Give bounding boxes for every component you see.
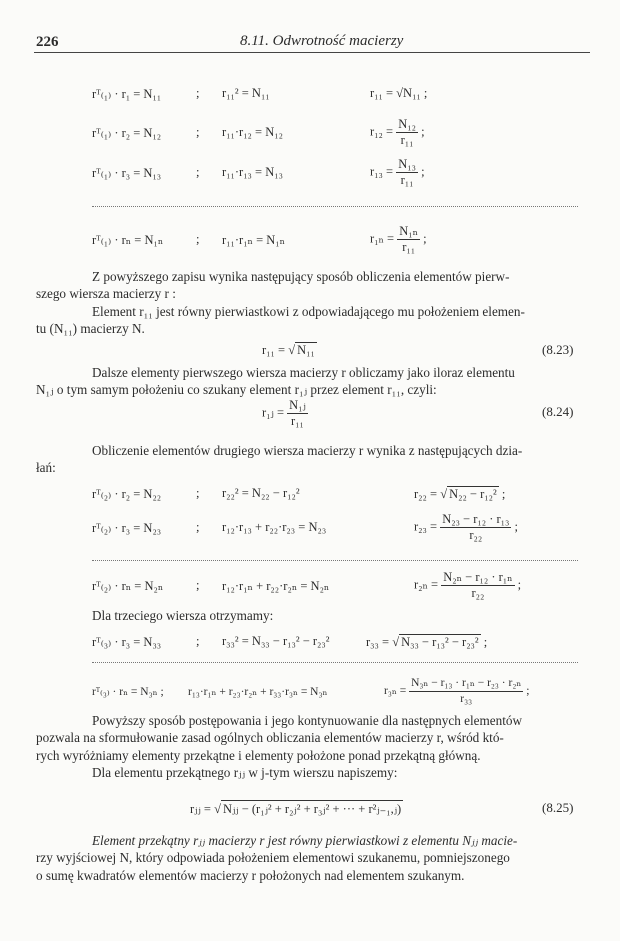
eq-row4-c-den: r₁₁ [402,240,416,254]
eq-row7-c-tail: ; [517,577,522,592]
eq-row2-c-tail: ; [421,124,425,139]
paragraph-diagonal-element: Element przekątny rⱼⱼ macierzy r jest równy pierwiastkowi z elementu Nⱼⱼ macie- rzy wyjściowej N, który odpowiada położeniem elementowi szukanemu, pomniejszonego o sumę kwadratów elementów macierzy r położonych nad elementem szukanym. [36,833,518,883]
eq-8-24-number: (8.24) [542,404,574,419]
paragraph-first-row-method: Z powyższego zapisu wynika następujący sposób obliczenia elementów pierw- szego wiersza macierzy r : Element r₁₁ jest równy pierwiastkowi z odpowiadającego mu położeniem elemen- tu (N₁₁) macierzy N. [36,269,525,337]
eq-row4-sep: ; [196,232,200,246]
eq-row9-b: r₁₃·r₁ₙ + r₂₃·r₂ₙ + r₃₃·r₃ₙ = N₃ₙ [188,686,328,698]
eq-row5-c-radicand: N₂₂ − r₁₂² [449,487,497,501]
eq-row2-c-num: N₁₂ [398,117,416,131]
eq-8-23-lhs: r₁₁ = [262,343,286,357]
eq-row3-c-tail: ; [421,164,425,179]
eq-row8-sep: ; [196,634,200,648]
eq-row8-c-tail: ; [483,635,488,649]
eq-row3-c-num: N₁₃ [398,157,416,171]
eq-row6-b: r₁₂·r₁₃ + r₂₂·r₂₃ = N₂₃ [222,520,327,534]
dotted-separator [92,560,578,561]
eq-8-23-radicand: N₁₁ [297,343,315,357]
dotted-separator [92,206,578,207]
eq-8-24-num: N₁ⱼ [289,398,306,412]
eq-row8-c: r₃₃ = √ N₃₃ − r₁₃² − r₂₃² ; [366,635,488,649]
eq-row1-sep: ; [196,86,200,100]
eq-row2-b: r₁₁·r₁₂ = N₁₂ [222,125,283,139]
eq-row9-c [384,676,529,707]
eq-row3-c-den: r₁₁ [400,173,414,187]
eq-row9-a: rᵀ₍₃₎ · rₙ = N₃ₙ ; [92,686,164,698]
eq-row6-c-lhs: r₂₃ = [414,519,438,534]
eq-row7-sep: ; [196,578,200,592]
eq-8-24-den: r₁₁ [291,414,304,428]
eq-row5-sep: ; [196,486,200,500]
eq-row3-a: rᵀ₍₁₎ · r₃ = N₁₃ [92,166,162,180]
eq-row6-sep: ; [196,520,200,534]
eq-row6-c-num: N₂₃ − r₁₂ · r₁₃ [442,512,510,526]
eq-row3-c-lhs: r₁₃ = [370,164,394,179]
paragraph-third-row: Dla trzeciego wiersza otrzymamy: [92,608,274,623]
eq-8-25: rⱼⱼ = √ Nⱼⱼ − (r₁ⱼ² + r₂ⱼ² + r₃ⱼ² + ··· + r²ⱼ₋₁,ⱼ) [190,802,402,816]
eq-row6-c [414,512,518,543]
eq-row5-c-lhs: r₂₂ = [414,487,438,501]
eq-row2-c-lhs: r₁₂ = [370,124,394,139]
eq-row4-a: rᵀ₍₁₎ · rₙ = N₁ₙ [92,233,164,247]
paragraph-second-row: Obliczenie elementów drugiego wiersza macierzy r wynika z następujących dzia- łań: [36,443,523,476]
eq-row3-sep: ; [196,165,200,179]
eq-row3-b: r₁₁·r₁₃ = N₁₃ [222,165,283,179]
eq-8-23-number: (8.23) [542,342,574,357]
eq-row8-c-lhs: r₃₃ = [366,635,390,649]
eq-row4-b: r₁₁·r₁ₙ = N₁ₙ [222,233,286,247]
eq-8-25-lhs: rⱼⱼ = [190,802,211,816]
eq-row9-c-lhs: r₃ₙ = [384,685,407,698]
eq-row8-c-radicand: N₃₃ − r₁₃² − r₂₃² [401,635,479,649]
eq-row8-b: r₃₃² = N₃₃ − r₁₃² − r₂₃² [222,634,330,648]
eq-row6-a: rᵀ₍₂₎ · r₃ = N₂₃ [92,521,162,535]
paragraph-general-rules: Powyższy sposób postępowania i jego kontynuowanie dla następnych elementów pozwala na sformułowanie zasad ogólnych obliczania elementów macierzy r, wśród któ- rych wyróżniamy elementy przekątne i elementy położone ponad przekątną główną. Dla elementu przekątnego rⱼⱼ w j-tym wierszu napiszemy: [36,713,522,781]
eq-row7-c [414,570,521,601]
eq-row4-c-num: N₁ₙ [399,224,419,238]
paragraph-first-row-rest: Dalsze elementy pierwszego wiersza macierzy r obliczamy jako iloraz elementu N₁ⱼ o tym samym położeniu co szukany element r₁ⱼ przez element r₁₁, czyli: [36,365,515,398]
eq-8-23: r₁₁ = √ N₁₁ [262,343,315,357]
header-rule [34,52,590,53]
eq-8-25-number: (8.25) [542,800,574,815]
eq-row1-b: r₁₁² = N₁₁ [222,86,270,100]
eq-row7-a: rᵀ₍₂₎ · rₙ = N₂ₙ [92,579,164,593]
eq-row9-c-tail: ; [526,685,530,698]
eq-row4-c [370,224,427,255]
eq-8-24 [262,398,308,429]
section-title: 8.11. Odwrotność macierzy [240,33,404,49]
eq-8-24-lhs: r₁ⱼ = [262,405,284,420]
eq-row2-c-den: r₁₁ [400,133,414,147]
eq-row3-c [370,157,425,188]
eq-row6-c-den: r₂₂ [469,528,483,542]
eq-row9-c-den: r₃₃ [460,693,473,705]
eq-row7-c-num: N₂ₙ − r₁₂ · r₁ₙ [443,570,513,584]
dotted-separator [92,662,578,663]
eq-row5-c-tail: ; [501,487,506,501]
page-number: 226 [36,34,59,50]
eq-row5-c: r₂₂ = √ N₂₂ − r₁₂² ; [414,487,506,501]
eq-row8-a: rᵀ₍₃₎ · r₃ = N₃₃ [92,635,162,649]
eq-row2-sep: ; [196,125,200,139]
eq-row4-c-lhs: r₁ₙ = [370,231,395,246]
eq-row7-c-lhs: r₂ₙ = [414,577,439,592]
eq-row1-c: r₁₁ = √N₁₁ ; [370,86,428,100]
eq-row5-a: rᵀ₍₂₎ · r₂ = N₂₂ [92,487,162,501]
eq-row7-b: r₁₂·r₁ₙ + r₂₂·r₂ₙ = N₂ₙ [222,579,330,593]
eq-row2-c [370,117,425,148]
eq-row2-a: rᵀ₍₁₎ · r₂ = N₁₂ [92,126,162,140]
eq-row1-a: rᵀ₍₁₎ · r₁ = N₁₁ [92,87,162,101]
eq-row7-c-den: r₂₂ [471,586,485,600]
eq-8-25-radicand: Nⱼⱼ − (r₁ⱼ² + r₂ⱼ² + r₃ⱼ² + ··· + r²ⱼ₋₁,ⱼ) [222,802,402,816]
eq-row5-b: r₂₂² = N₂₂ − r₁₂² [222,486,300,500]
eq-row6-c-tail: ; [514,519,519,534]
eq-row9-c-num: N₃ₙ − r₁₃ · r₁ₙ − r₂₃ · r₂ₙ [409,676,523,692]
eq-row4-c-tail: ; [423,231,427,246]
